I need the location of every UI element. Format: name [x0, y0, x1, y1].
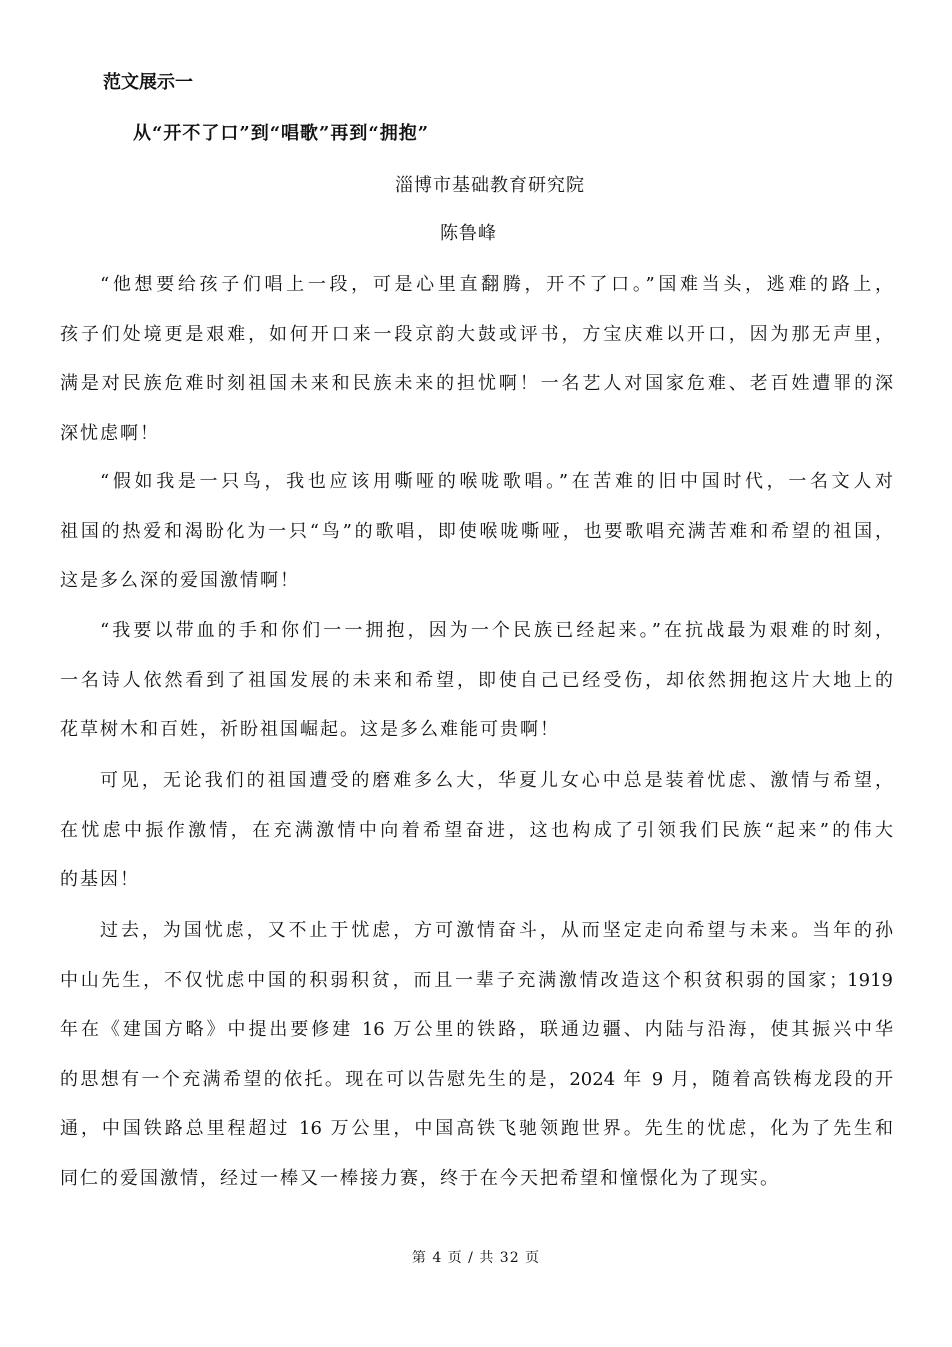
- text-line: 孩子们处境更是艰难，如何开口来一段京韵大鼓或评书，方宝庆难以开口，因为那无声里，: [60, 323, 893, 345]
- text-line: “假如我是一只鸟，我也应该用嘶哑的喉咙歌唱。”在苦难的旧中国时代，一名文人对: [100, 471, 893, 492]
- text-line: 这是多么深的爱国激情啊！: [60, 570, 300, 592]
- text-line: 深忧虑啊！: [60, 422, 160, 444]
- text-line: “他想要给孩子们唱上一段，可是心里直翻腾，开不了口。”国难当头，逃难的路上，: [100, 274, 893, 295]
- paragraph-3: [60, 606, 893, 755]
- text-line: 可见，无论我们的祖国遭受的磨难多么大，华夏儿女心中总是装着忧虑、激情与希望，: [100, 770, 893, 791]
- essay-title: 从“开不了口”到“唱歌”再到“拥抱”: [133, 123, 430, 144]
- text-line: 满是对民族危难时刻祖国未来和民族未来的担忧啊！一名艺人对国家危难、老百姓遭罪的深: [60, 373, 893, 395]
- author-name: 陈鲁峰: [440, 223, 497, 244]
- author-institution: 淄博市基础教育研究院: [395, 175, 585, 196]
- text-line: 一名诗人依然看到了祖国发展的未来和希望，即使自己已经受伤，却依然拥抱这片大地上的: [60, 669, 893, 691]
- paragraph-4: [60, 756, 893, 905]
- text-line: 年在《建国方略》中提出要修建 16 万公里的铁路，联通边疆、内陆与沿海，使其振兴中华: [60, 1019, 893, 1041]
- text-line: “我要以带血的手和你们一一拥抱，因为一个民族已经起来。”在抗战最为艰难的时刻，: [100, 620, 893, 641]
- text-line: 祖国的热爱和渴盼化为一只“鸟”的歌唱，即使喉咙嘶哑，也要歌唱充满苦难和希望的祖国，: [60, 520, 893, 542]
- text-line: 过去，为国忧虑，又不止于忧虑，方可激情奋斗，从而坚定走向希望与未来。当年的孙: [100, 920, 893, 941]
- text-line: 同仁的爱国激情，经过一棒又一棒接力赛，终于在今天把希望和憧憬化为了现实。: [60, 1167, 780, 1189]
- paragraph-5: [60, 906, 893, 1204]
- paragraph-2: [60, 457, 893, 606]
- text-line: 通，中国铁路总里程超过 16 万公里，中国高铁飞驰领跑世界。先生的忧虑，化为了先生和: [60, 1118, 893, 1140]
- text-line: 的基因！: [60, 869, 140, 891]
- text-line: 在忧虑中振作激情，在充满激情中向着希望奋进，这也构成了引领我们民族“起来”的伟大: [60, 819, 893, 841]
- page-number-footer: 第 4 页 / 共 32 页: [411, 1250, 541, 1266]
- text-line: 花草树木和百姓，祈盼祖国崛起。这是多么难能可贵啊！: [60, 719, 560, 741]
- text-line: 中山先生，不仅忧虑中国的积弱积贫，而且一辈子充满激情改造这个积贫积弱的国家；1919: [60, 969, 893, 991]
- text-line: 的思想有一个充满希望的依托。现在可以告慰先生的是，2024 年 9 月，随着高铁梅龙段的开: [60, 1068, 893, 1090]
- section-label: 范文展示一: [103, 72, 193, 93]
- paragraph-1: [60, 260, 893, 458]
